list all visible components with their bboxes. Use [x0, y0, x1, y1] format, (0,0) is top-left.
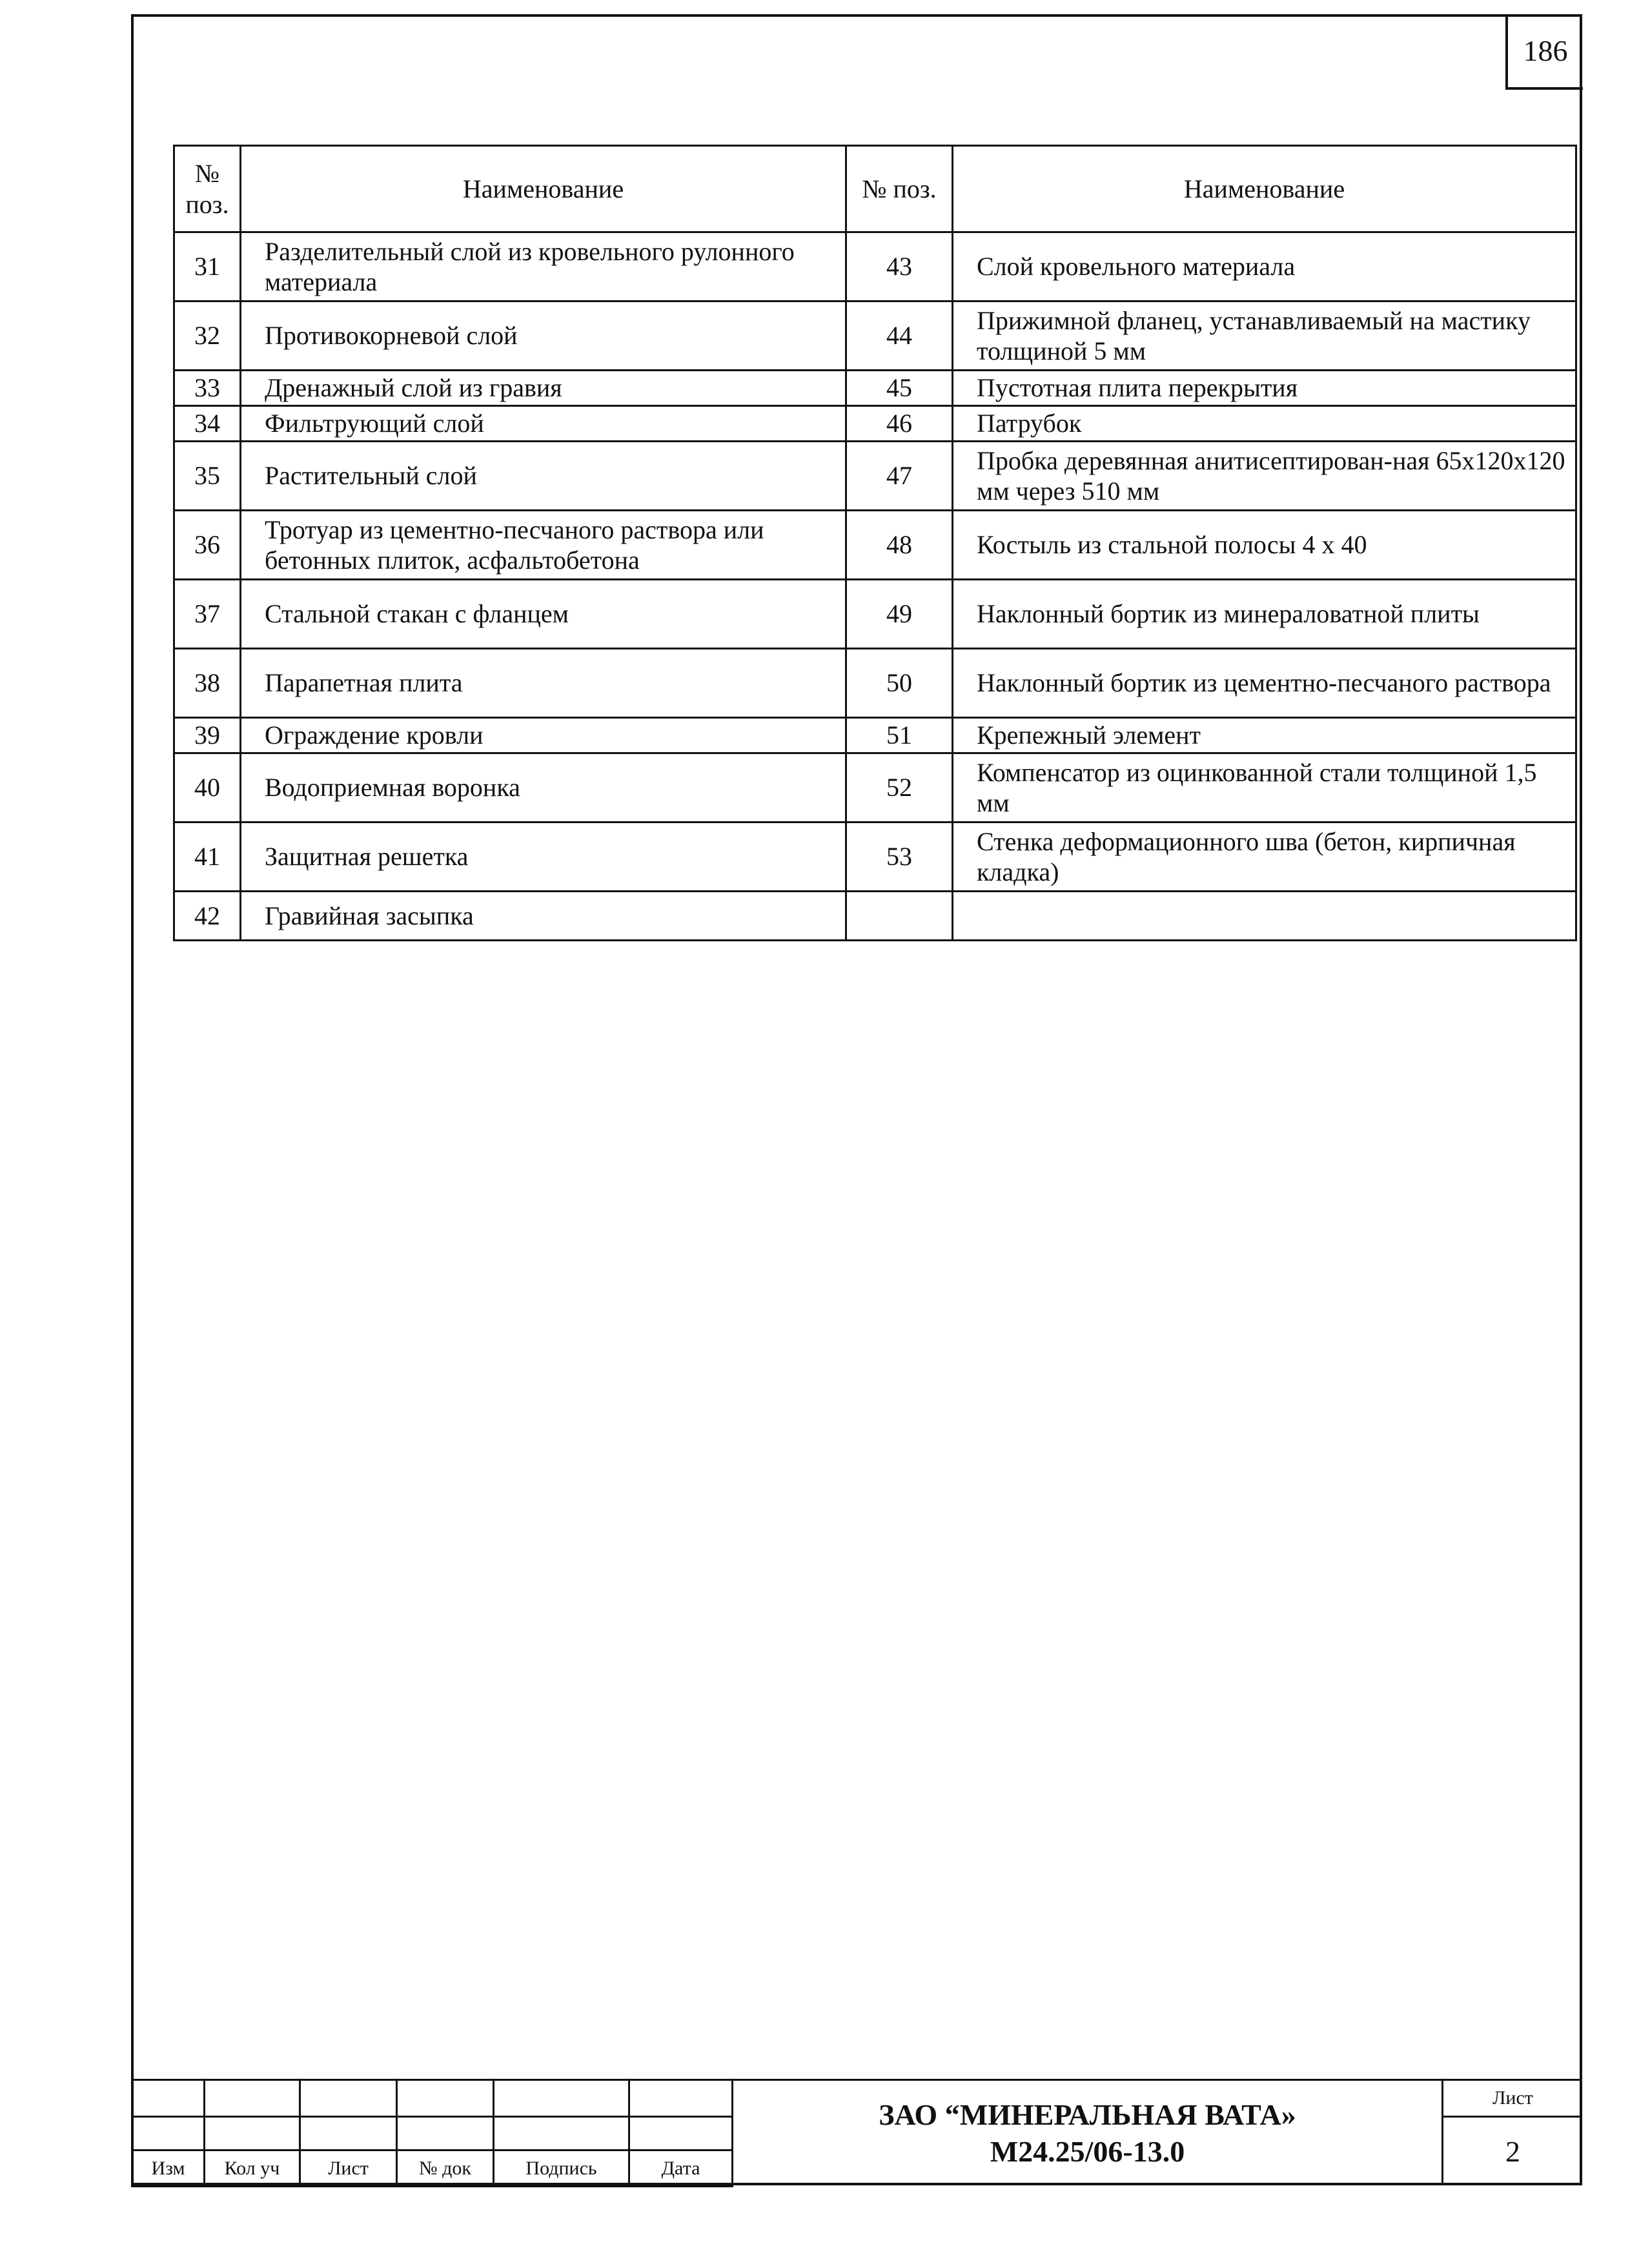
row-name-right: Патрубок [953, 406, 1576, 442]
table-row [174, 511, 1576, 580]
row-name-left: Водоприемная воронка [241, 753, 846, 822]
title-block [131, 2079, 1582, 2185]
row-pos-left: 38 [174, 649, 241, 718]
row-pos-left: 39 [174, 718, 241, 753]
stamp-col-date: Дата [629, 2151, 733, 2187]
row-pos-right: 51 [846, 718, 953, 753]
stamp-col-list: Лист [300, 2151, 397, 2187]
header-name-1: Наименование [241, 146, 846, 232]
stamp-col-doc-no: № док [397, 2151, 494, 2187]
sheet-number: 2 [1505, 2135, 1520, 2168]
sheet-box [1441, 2079, 1582, 2185]
row-name-right: Пустотная плита перекрытия [953, 371, 1576, 406]
table-row [174, 406, 1576, 442]
header-pos-1: № поз. [174, 146, 241, 232]
row-pos-left: 42 [174, 892, 241, 941]
row-pos-left: 33 [174, 371, 241, 406]
row-name-right: Наклонный бортик из минераловатной плиты [953, 580, 1576, 649]
row-name-left: Тротуар из цементно-песчаного раствора или бетонных плиток, асфальтобетона [241, 511, 846, 580]
row-name-right: Слой кровельного материала [953, 232, 1576, 301]
row-pos-right: 52 [846, 753, 953, 822]
row-pos-right: 48 [846, 511, 953, 580]
row-name-left: Защитная решетка [241, 822, 846, 892]
row-pos-left: 37 [174, 580, 241, 649]
row-pos-left: 34 [174, 406, 241, 442]
row-name-right: Крепежный элемент [953, 718, 1576, 753]
row-name-right: Наклонный бортик из цементно-песчаного раствора [953, 649, 1576, 718]
row-name-right: Костыль из стальной полосы 4 х 40 [953, 511, 1576, 580]
revision-grid [131, 2079, 733, 2187]
row-pos-right: 53 [846, 822, 953, 892]
table-row [174, 892, 1576, 941]
row-pos-right: 45 [846, 371, 953, 406]
specification-table [173, 145, 1577, 941]
row-pos-left: 36 [174, 511, 241, 580]
page-number: 186 [1505, 14, 1583, 90]
document-code: М24.25/06-13.0 [990, 2135, 1185, 2168]
row-pos-right: 47 [846, 442, 953, 511]
table-row [174, 232, 1576, 301]
row-name-right: Пробка деревянная анитисептирован-ная 65х120х120 мм через 510 мм [953, 442, 1576, 511]
header-pos-2: № поз. [846, 146, 953, 232]
table-row [174, 718, 1576, 753]
table-row [174, 580, 1576, 649]
table-header-row [174, 146, 1576, 232]
row-name-left: Противокорневой слой [241, 301, 846, 371]
stamp-title [731, 2079, 1441, 2185]
row-pos-right [846, 892, 953, 941]
table-row [174, 371, 1576, 406]
row-pos-right: 43 [846, 232, 953, 301]
row-pos-left: 35 [174, 442, 241, 511]
company-name: ЗАО “МИНЕРАЛЬНАЯ ВАТА» [879, 2098, 1296, 2131]
row-pos-right: 50 [846, 649, 953, 718]
table-row [174, 649, 1576, 718]
row-name-left: Ограждение кровли [241, 718, 846, 753]
stamp-col-kol-uch: Кол уч [205, 2151, 300, 2187]
row-name-right: Компенсатор из оцинкованной стали толщиной 1,5 мм [953, 753, 1576, 822]
row-pos-left: 41 [174, 822, 241, 892]
row-pos-right: 49 [846, 580, 953, 649]
row-name-left: Стальной стакан с фланцем [241, 580, 846, 649]
table-row [174, 753, 1576, 822]
sheet-label: Лист [1443, 2081, 1582, 2118]
row-name-right: Прижимной фланец, устанавливаемый на мастику толщиной 5 мм [953, 301, 1576, 371]
row-name-left: Гравийная засыпка [241, 892, 846, 941]
row-name-left: Разделительный слой из кровельного рулонного материала [241, 232, 846, 301]
row-pos-right: 44 [846, 301, 953, 371]
row-pos-right: 46 [846, 406, 953, 442]
row-name-left: Растительный слой [241, 442, 846, 511]
table-row [174, 301, 1576, 371]
row-pos-left: 32 [174, 301, 241, 371]
row-name-right [953, 892, 1576, 941]
row-name-right: Стенка деформационного шва (бетон, кирпичная кладка) [953, 822, 1576, 892]
row-name-left: Фильтрующий слой [241, 406, 846, 442]
header-name-2: Наименование [953, 146, 1576, 232]
table-row [174, 822, 1576, 892]
row-name-left: Парапетная плита [241, 649, 846, 718]
row-name-left: Дренажный слой из гравия [241, 371, 846, 406]
table-row [174, 442, 1576, 511]
stamp-col-signature: Подпись [494, 2151, 629, 2187]
stamp-col-izm: Изм [132, 2151, 205, 2187]
row-pos-left: 40 [174, 753, 241, 822]
row-pos-left: 31 [174, 232, 241, 301]
